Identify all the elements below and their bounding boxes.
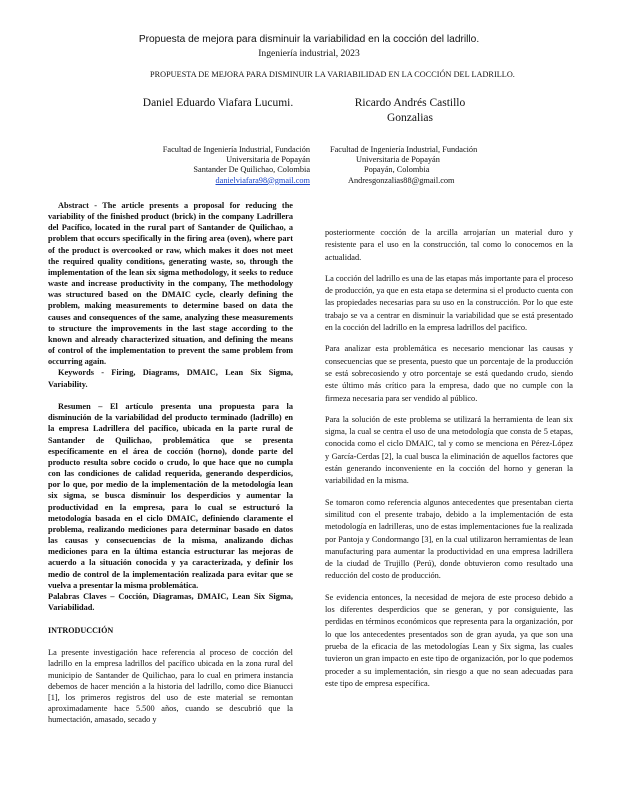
affiliation-line: Popayán, Colombia	[364, 165, 430, 175]
right-column	[325, 227, 573, 690]
affiliation-line: Universitaria de Popayán	[226, 155, 310, 165]
body-paragraph: Para analizar esta problemática es necesario mencionar las causas y consecuencias que se presenta, puesto que un porcentaje de la producción se está sobrecosiendo y otro porcentaje se está quedando crudo, siendo este último más crítico para la empresa, dado que no cumple con la firmeza necesaria para ser vendido al público.	[325, 344, 573, 403]
body-paragraph: Se tomaron como referencia algunos antecedentes que presentaban cierta similitud con el presente trabajo, debido a la implementación de esta metodología en ladrilleras, uno de estas implementaciones fue la realizada por Pantoja y Condormango [3], en la cual utilizaron herramientas de lean manufacturing para aumentar la productividad en una empresa ladrillera de la ciudad de Trujillo (Perú), donde obtuvieron como resultado una reducción del costo de producción.	[325, 497, 573, 581]
document-header-title: Propuesta de mejora para disminuir la variabilidad en la cocción del ladrillo.	[138, 34, 480, 45]
body-paragraph: posteriormente cocción de la arcilla arrojarían un material duro y resistente para el uso en la construcción, tal como lo conocemos en la actualidad.	[325, 228, 573, 262]
affiliation-block-2	[330, 145, 530, 186]
running-head: PROPUESTA DE MEJORA PARA DISMINUIR LA VARIABILIDAD EN LA COCCIÓN DEL LADRILLO.	[150, 70, 515, 79]
body-paragraph: Para la solución de este problema se utilizará la herramienta de lean six sigma, la cual se centra el uso de una metodología que consta de 5 etapas, conocida como el ciclo DMAIC, tal y como se menciona en Pérez-López y García-Cerdas [2], la cual busca la eliminación de aquellos factores que están generando inconveniente en la cocción del horno y generan la variabilidad en la misma.	[325, 414, 573, 486]
keywords-english: Keywords - Firing, Diagrams, DMAIC, Lean Six Sigma, Variability.	[48, 368, 293, 389]
author-name-2	[330, 96, 490, 126]
intro-paragraph: La presente investigación hace referencia al proceso de cocción del ladrillo en la empresa ladrillos del pacífico ubicada en la zona rural del municipio de Santander de Quilichao, para lo cual en primera instancia debemos de hacer mención a la historia del ladrillo, como dice Bianucci [1], los primeros registros del uso de este material se remontan aproximadamente hace 5.500 años, cuando se descubrió que la humectación, amasado, secado y	[48, 648, 293, 725]
body-paragraph: Se evidencia entonces, la necesidad de mejora de este proceso debido a los diferentes desperdicios que se generan, y por consiguiente, las perdidas en términos económicos que representa para la organización, por lo que los antecedentes presentados son de gran ayuda, ya que son una prueba de la eficacia de las metodologías Lean y Six sigma, las cuales tuvieron un gran impacto en este tipo de organización, por lo que podemos proceder a su implementación, sin riesgo a que no sean adecuadas para este tipo de empresa específica.	[325, 592, 573, 688]
affiliation-line: Facultad de Ingeniería Industrial, Fundación	[330, 145, 478, 154]
keywords-spanish: Palabras Claves – Cocción, Diagramas, DMAIC, Lean Six Sigma, Variabilidad.	[48, 591, 293, 612]
affiliation-line: Santander De Quilichao, Colombia	[193, 165, 310, 175]
document-header-subtitle: Ingeniería industrial, 2023	[258, 48, 360, 59]
section-heading-introduction: INTRODUCCIÓN	[48, 625, 114, 635]
author-name-1: Daniel Eduardo Viafara Lucumi.	[142, 97, 294, 109]
author-email-1[interactable]: danielviafara98@gmail.com	[215, 175, 310, 185]
author-name-2-line-1: Ricardo Andrés Castillo	[354, 97, 466, 109]
author-name-2-line-2: Gonzalias	[387, 112, 433, 124]
affiliation-block-1	[120, 145, 310, 186]
abstract-spanish: Resumen – El artículo presenta una propuesta para la disminución de la variabilidad del producto terminado (ladrillo) en la empresa Ladrillera del pacífico, ubicada en la parte rural de Santander de Quilichao, problemática que se presenta específicamente en el área de cocción (horno), donde parte del producto resulta sobre cocido o crudo, lo que hace que no cumpla con las condiciones de calidad requerida, generando desperdicios, por lo que, por medio de la implementación de la metodología lean six sigma, se busca disminuir los desperdicios y aumentar la productividad en la empresa, para lo cual se estructuró la metodología basada en el ciclo DMAIC, definiendo claramente el problema, realizando mediciones para determinar basado en datos las causas y consecuencias de la misma, analizando dichas mediciones para en la última estancia estructurar las mejoras de acuerdo a la situación conocida y ya caracterizada, y definir los medio de control de la implementación realizada para evitar que se vuelva a presentar la misma problemática.	[48, 402, 293, 590]
abstract-english: Abstract - The article presents a proposal for reducing the variability of the finished product (brick) in the company Ladrillera del Pacífico, located in the rural part of Santander de Quilichao, a problem that occurs specifically in the firing area (oven), where part of the product is overcooked or raw, which makes it does not meet the required quality conditions, generating waste, so, through the implementation of the lean six sigma methodology, it seeks to reduce waste and increase productivity in the company, The methodology was structured based on the DMAIC cycle, clearly defining the problem, making measurements to determine based on data the causes and consequences of the same, analyzing these measurements to structure the improvements in the last stage according to the known and already characterized situation, and defining the means of control of the implementation to prevent the same problem from occurring again.	[48, 201, 293, 367]
affiliation-line: Universitaria de Popayán	[356, 155, 440, 165]
author-email-2: Andresgonzalias88@gmail.com	[348, 175, 455, 185]
affiliation-line: Facultad de Ingeniería Industrial, Fundación	[162, 145, 310, 154]
body-paragraph: La cocción del ladrillo es una de las etapas más importante para el proceso de producción, ya que en esta etapa se determina si el producto cuenta con las propiedades necesarias para su uso en la construcción. Por lo que este trabajo se va a centrar en disminuir la variabilidad que se está presentado en la cocción del ladrillo en la empresa ladrillos del pacifico.	[325, 273, 573, 333]
left-column	[48, 200, 293, 725]
